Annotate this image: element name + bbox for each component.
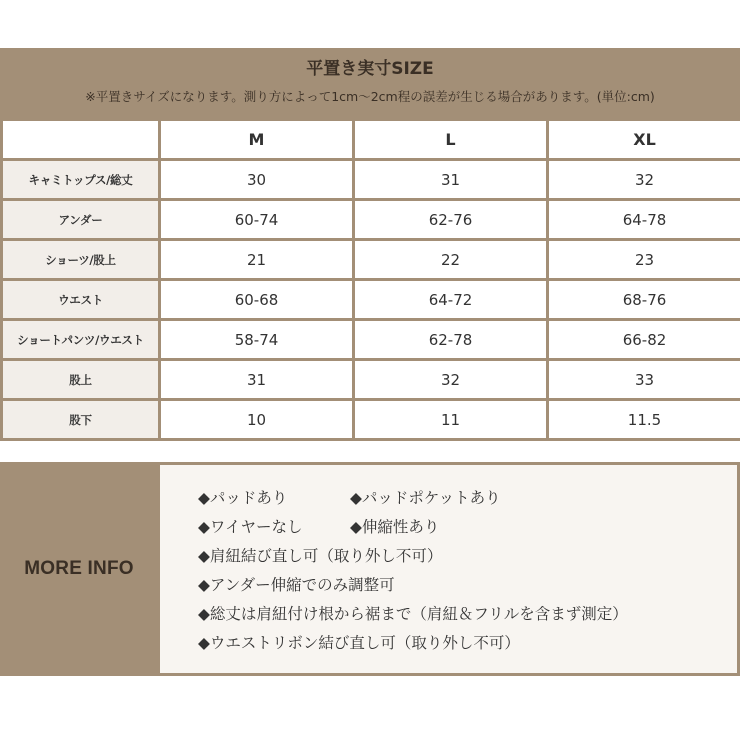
info-feature: ◆パッドあり [198, 489, 288, 507]
size-chart-note: ※平置きサイズになります。測り方によって1cm〜2cm程の誤差が生じる場合があります。(単位:cm) [85, 89, 655, 104]
cell-value: 64-72 [354, 280, 548, 320]
cell-value: 32 [548, 160, 740, 200]
cell-value: 66-82 [548, 320, 740, 360]
table-row [2, 200, 740, 240]
cell-value: 31 [160, 360, 354, 400]
cell-value: 11.5 [548, 400, 740, 440]
row-label: ウエスト [2, 280, 160, 320]
row-label: キャミトップス/総丈 [2, 160, 160, 200]
table-row [2, 240, 740, 280]
cell-value: 60-68 [160, 280, 354, 320]
size-column-l: L [354, 120, 548, 160]
table-row [2, 160, 740, 200]
more-info-panel [160, 465, 737, 673]
info-feature: ◆ウエストリボン結び直し可（取り外し不可） [198, 634, 520, 652]
list-item [198, 484, 737, 513]
list-item [198, 513, 737, 542]
size-table-header-row [2, 120, 740, 160]
size-column-m: M [160, 120, 354, 160]
cell-value: 33 [548, 360, 740, 400]
list-item [198, 600, 737, 629]
cell-value: 64-78 [548, 200, 740, 240]
cell-value: 11 [354, 400, 548, 440]
more-info-section [0, 462, 740, 676]
row-label: 股下 [2, 400, 160, 440]
table-row [2, 360, 740, 400]
cell-value: 32 [354, 360, 548, 400]
row-label: アンダー [2, 200, 160, 240]
row-label: ショートパンツ/ウエスト [2, 320, 160, 360]
info-feature: ◆パッドポケットあり [350, 489, 501, 507]
cell-value: 60-74 [160, 200, 354, 240]
info-feature: ◆総丈は肩紐付け根から裾まで（肩紐＆フリルを含まず測定） [198, 605, 628, 623]
cell-value: 31 [354, 160, 548, 200]
list-item [198, 542, 737, 571]
info-feature: ◆伸縮性あり [350, 518, 440, 536]
more-info-label: MORE INFO [24, 558, 134, 579]
size-column-xl: XL [548, 120, 740, 160]
row-label: 股上 [2, 360, 160, 400]
table-row [2, 400, 740, 440]
info-feature: ◆アンダー伸縮でのみ調整可 [198, 576, 395, 594]
cell-value: 58-74 [160, 320, 354, 360]
cell-value: 30 [160, 160, 354, 200]
table-row [2, 280, 740, 320]
cell-value: 62-76 [354, 200, 548, 240]
size-chart-header [0, 48, 740, 118]
cell-value: 10 [160, 400, 354, 440]
info-feature: ◆肩紐結び直し可（取り外し不可） [198, 547, 443, 565]
size-table-corner [2, 120, 160, 160]
cell-value: 21 [160, 240, 354, 280]
size-chart-title: 平置き実寸SIZE [306, 59, 434, 79]
size-chart [0, 48, 740, 441]
cell-value: 62-78 [354, 320, 548, 360]
info-feature: ◆ワイヤーなし [198, 518, 303, 536]
list-item [198, 571, 737, 600]
size-table [0, 118, 740, 441]
list-item [198, 629, 737, 658]
cell-value: 23 [548, 240, 740, 280]
table-row [2, 320, 740, 360]
row-label: ショーツ/股上 [2, 240, 160, 280]
cell-value: 22 [354, 240, 548, 280]
cell-value: 68-76 [548, 280, 740, 320]
